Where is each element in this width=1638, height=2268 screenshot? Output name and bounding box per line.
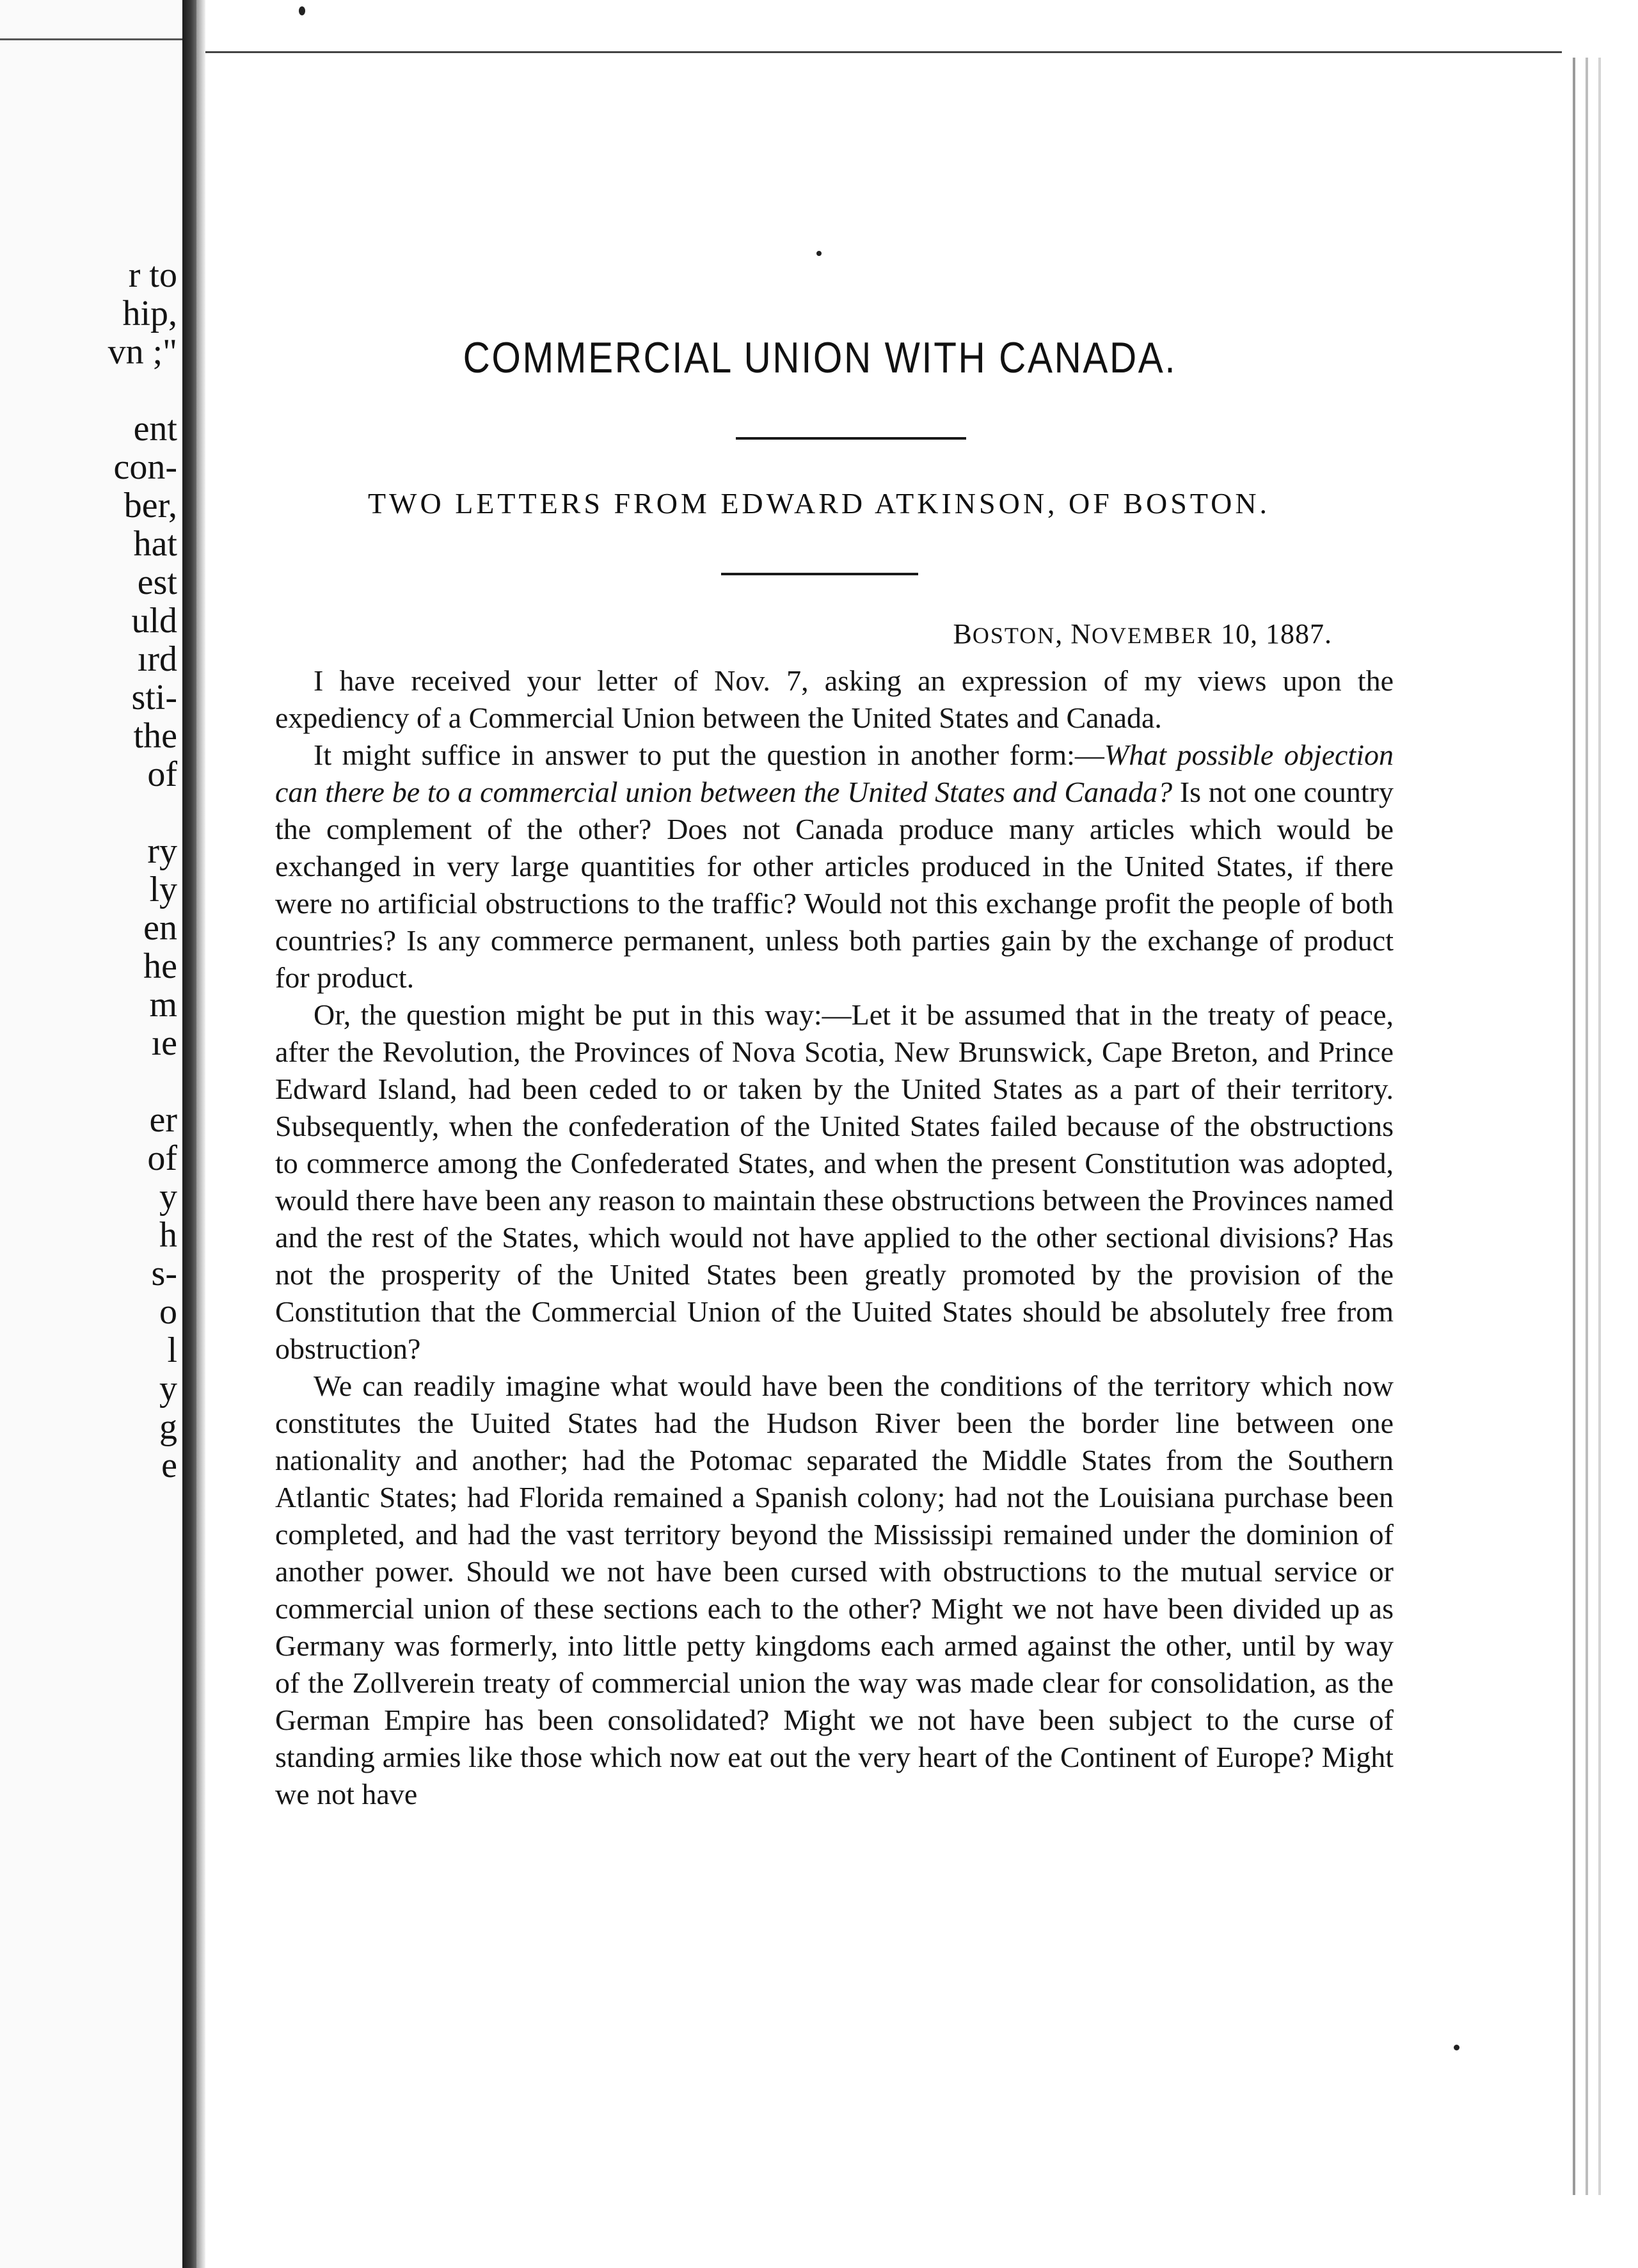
document-title: COMMERCIAL UNION WITH CANADA. <box>463 333 1177 382</box>
paragraph-4: We can readily imagine what would have been the conditions of the territory which now constitutes the Uuited States had the Hudson River been the border line between one nationality and another; had the Potomac separated the Middle States from the Southern Atlantic States; had Florida remained a Spanish colony; had not the Louisiana purchase been completed, and had the vast territory beyond the Mississipi remained under the dominion of another power. Should we not have been cursed with obstructions to the mutual service or commercial union of these sections each to the other? Might we not have been divided up as Germany was formerly, into little petty kingdoms each armed against the other, until by way of the Zollverein treaty of commercial union the way was made clear for consolidation, as the German Empire has been consolidated? Might we not have been subject to the curse of standing armies like those which now eat out the very heart of the Continent of Europe? Might we not have <box>275 1370 1394 1810</box>
facing-page-fragment: er <box>149 1100 177 1140</box>
facing-page-edge <box>0 38 182 40</box>
facing-page-fragment: ry <box>147 831 177 871</box>
dateline-city-initial: B <box>953 618 973 650</box>
facing-page-fragment: con- <box>113 447 177 487</box>
facing-page-fragment: r to <box>128 255 177 295</box>
facing-page-fragment: ıe <box>151 1023 177 1063</box>
facing-page-fragment: he <box>143 946 177 986</box>
facing-page-fragment: sti- <box>131 678 177 717</box>
paragraph-3: Or, the question might be put in this way:—Let it be assumed that in the treaty of peace, after the Revolution, the Provinces of Nova Scotia, New Brunswick, Cape Breton, and Prince Edward Island, had been ceded to or taken by the United States as a part of their territory. Subsequently, when the confederation of the United States failed because of the obstructions to commerce among the Confederated States, and when the present Constitution was adopted, would there have been any reason to maintain these obstructions between the Provinces named and the rest of the States, which would not have applied to the other sectional divisions? Has not the prosperity of the United States been greatly promoted by the provision of the Constitution that the Commercial Union of the Uuited States should be absolutely free from obstruction? <box>275 998 1394 1365</box>
facing-page-fragment: ent <box>133 409 177 449</box>
facing-page-fragment: y <box>159 1177 177 1217</box>
facing-page-fragment: en <box>143 908 177 948</box>
letter-body <box>275 662 1394 1813</box>
ink-speck <box>816 251 822 256</box>
paragraph-2-rest: Is not one country the complement of the other? Does not Canada produce many articles which would be exchanged in very large quantities for other articles produced in the United States, if there were no artificial obstructions to the traffic? Would not this exchange profit the people of both countries? Is any commerce permanent, unless both parties gain by the exchange of product for product. <box>275 776 1394 994</box>
dateline-date: 10, 1887. <box>1221 618 1332 650</box>
paragraph-2-lead: It might suffice in answer to put the question in another form:— <box>314 739 1104 771</box>
facing-page-fragment: ber, <box>123 486 177 525</box>
document-subtitle: TWO LETTERS FROM EDWARD ATKINSON, OF BOSTON. <box>367 487 1271 520</box>
paragraph-1: I have received your letter of Nov. 7, asking an expression of my views upon the expediency of a Commercial Union between the United States and Canada. <box>275 664 1394 734</box>
page-edge <box>1573 58 1575 2195</box>
facing-page-fragment: y <box>159 1369 177 1409</box>
facing-page-fragment: ly <box>149 870 177 909</box>
facing-page-fragment: of <box>147 1138 177 1178</box>
facing-page-fragment: g <box>159 1407 177 1447</box>
dateline-city-rest: OSTON <box>972 623 1056 648</box>
facing-page-fragment: ırd <box>137 639 177 679</box>
facing-page-fragment: of <box>147 755 177 794</box>
facing-page-fragment: l <box>167 1330 177 1370</box>
paragraph-2-italic: What possible objection can there be to a commercial union between the United States and Canada? <box>275 739 1394 808</box>
facing-page-fragment: vn ;" <box>107 332 177 372</box>
page-edge <box>1598 58 1601 2195</box>
dateline-month-rest: OVEMBER <box>1091 623 1213 648</box>
facing-page-fragment: h <box>159 1215 177 1255</box>
ink-speck <box>1454 2045 1459 2050</box>
dateline-month-initial: N <box>1070 618 1092 650</box>
facing-page-fragment: est <box>137 563 177 602</box>
title-rule <box>736 437 966 440</box>
page-edge <box>1586 58 1588 2195</box>
facing-page-fragment: m <box>149 985 177 1025</box>
facing-page-fragment: hip, <box>122 294 177 333</box>
facing-page-fragment: o <box>159 1292 177 1332</box>
facing-page-fragment: the <box>133 716 177 756</box>
facing-page-fragment: uld <box>131 601 177 641</box>
facing-page-fragment: hat <box>133 524 177 564</box>
ink-speck <box>299 6 305 15</box>
subtitle-rule <box>721 573 918 575</box>
facing-page-fragment: s- <box>151 1254 177 1293</box>
letter-dateline: BOSTON, NOVEMBER 10, 1887. <box>953 618 1332 650</box>
facing-page-fragment: e <box>161 1446 177 1485</box>
paragraph-2 <box>275 737 1394 996</box>
